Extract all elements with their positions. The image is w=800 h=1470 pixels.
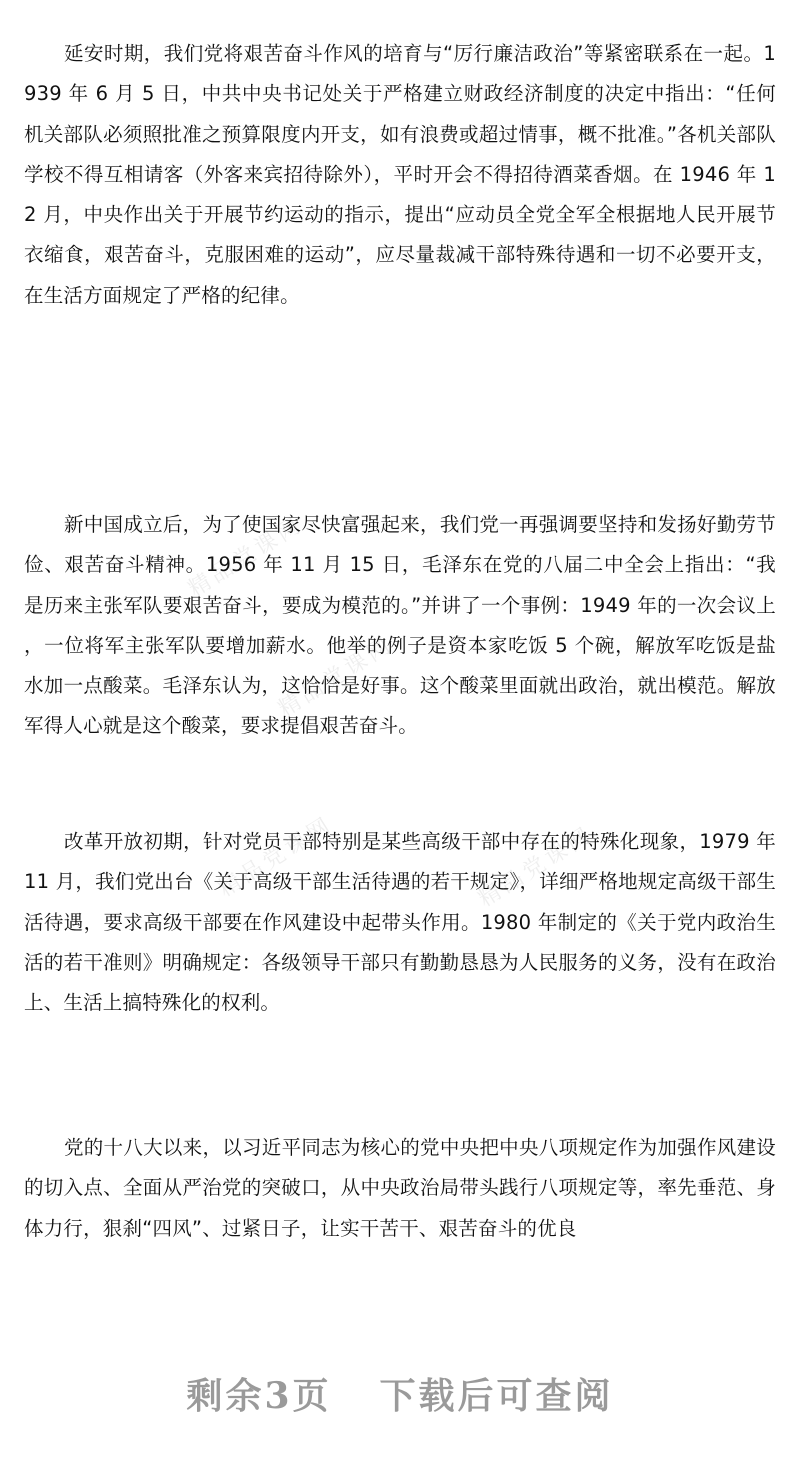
watermark-text: 精品党课网 [274,632,398,723]
watermark-text: 精品党课网 [184,512,308,603]
watermark-text: 精品党课网 [474,822,598,913]
paragraph-yanan-period: 延安时期，我们党将艰苦奋斗作风的培育与“厉行廉洁政治”等紧密联系在一起。1939 年 6 月 5 日，中共中央书记处关于严格建立财政经济制度的决定中指出：“任何机关部队必须照批准之预算限度内开支，如有浪费或超过情事，概不批准。”各机关部队学校不得互相请客（外客来宾招待除外），平时开会不得招待酒菜香烟。在 1946 年 12 月，中央作出关于开展节约运动的指示，提出“应动员全党全军全根据地人民开展节衣缩食，艰苦奋斗，克服困难的运动”，应尽量裁减干部特殊待遇和一切不必要开支，在生活方面规定了严格的纪律。 [24,42,776,307]
download-prompt-banner[interactable] [0,1368,800,1419]
paragraph-reform-opening: 改革开放初期，针对党员干部特别是某些高级干部中存在的特殊化现象，1979 年 11 月，我们党出台《关于高级干部生活待遇的若干规定》，详细严格地规定高级干部生活待遇，要求高级干部要在作风建设中起带头作用。1980 年制定的《关于党内政治生活的若干准则》明确规定：各级领导干部只有勤勤恳恳为人民服务的义务，没有在政治上、生活上搞特殊化的权利。 [24,830,776,1015]
paragraph-new-china: 新中国成立后，为了使国家尽快富强起来，我们党一再强调要坚持和发扬好勤劳节俭、艰苦奋斗精神。1956 年 11 月 15 日，毛泽东在党的八届二中全会上指出：“我是历来主张军队要艰苦奋斗，要成为模范的。”并讲了一个事例：1949 年的一次会议上，一位将军主张军队要增加薪水。他举的例子是资本家吃饭 5 个碗，解放军吃饭是盐水加一点酸菜。毛泽东认为，这恰恰是好事。这个酸菜里面就出政治，就出模范。解放军得人心就是这个酸菜，要求提倡艰苦奋斗。 [24,513,776,738]
download-to-view-label: 下载后可查阅 [379,1375,614,1417]
paragraph-eighteenth-congress: 党的十八大以来，以习近平同志为核心的党中央把中央八项规定作为加强作风建设的切入点、全面从严治党的突破口，从中央政治局带头践行八项规定等，率先垂范、身体力行，狠刹“四风”、过紧日子，让实干苦干、艰苦奋斗的优良 [24,1136,776,1240]
remaining-pages-label: 剩余3页 [186,1375,332,1417]
watermark-text: 精品党课网 [214,812,338,903]
